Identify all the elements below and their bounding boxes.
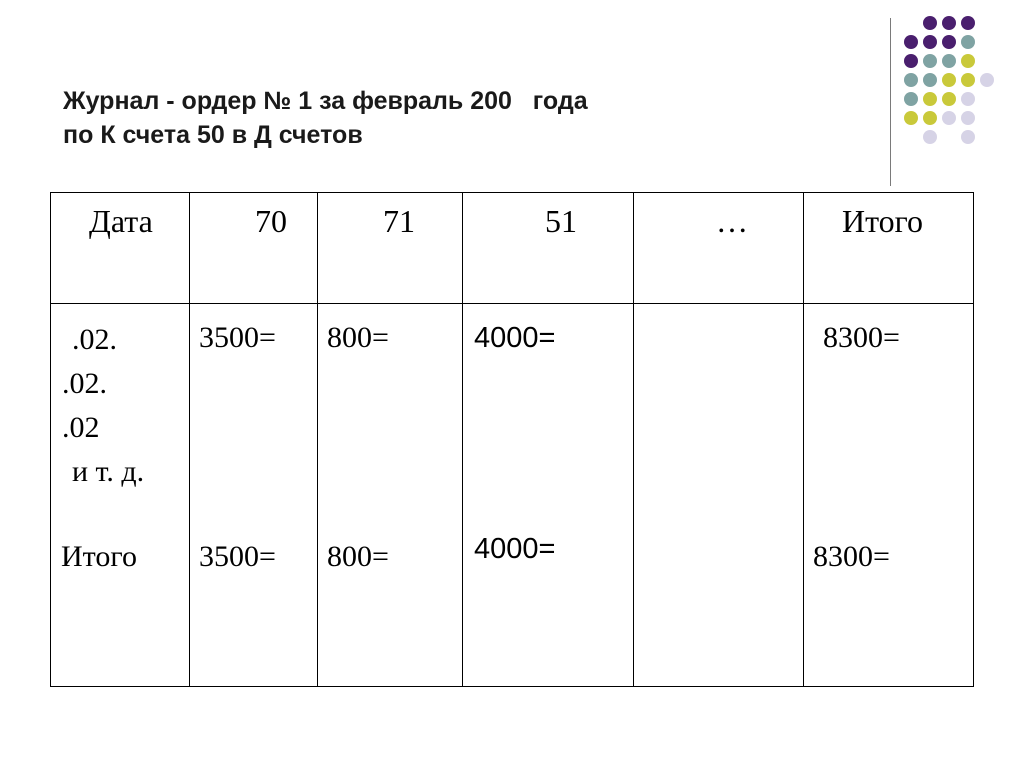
decorative-dot (980, 73, 994, 87)
date-list (62, 318, 145, 494)
decorative-dot (904, 73, 918, 87)
cell-51 (463, 304, 634, 687)
decorative-dot (923, 92, 937, 106)
decorative-dot (923, 111, 937, 125)
decorative-dot (923, 130, 937, 144)
decorative-dot (961, 111, 975, 125)
header-cell-date: Дата (51, 193, 190, 304)
title-line-1: Журнал - ордер № 1 за февраль 200 года (63, 87, 588, 115)
header-cell-total: Итого (804, 193, 974, 304)
total-label: Итого (61, 540, 137, 573)
decorative-dot (961, 73, 975, 87)
date-item: .02. (62, 367, 107, 400)
cell-more (634, 304, 804, 687)
total-70: 3500= (199, 540, 276, 573)
decorative-dot (961, 35, 975, 49)
decorative-dot (961, 92, 975, 106)
date-item: .02. (72, 323, 117, 356)
value-71: 800= (327, 321, 389, 354)
decorative-dot (942, 73, 956, 87)
header-cell-71: 71 (318, 193, 463, 304)
total-51: 4000= (474, 533, 556, 565)
decorative-dot (961, 54, 975, 68)
decorative-dot (923, 54, 937, 68)
header-cell-more: … (634, 193, 804, 304)
table-header-row (51, 193, 974, 304)
decorative-dot (942, 16, 956, 30)
cell-71 (318, 304, 463, 687)
date-item: .02 (62, 411, 100, 444)
decorative-dot (904, 54, 918, 68)
decorative-dot (961, 16, 975, 30)
value-70: 3500= (199, 321, 276, 354)
journal-order-table (50, 192, 974, 687)
total-71: 800= (327, 540, 389, 573)
cell-70 (190, 304, 318, 687)
decorative-dot (923, 35, 937, 49)
decorative-dot (942, 54, 956, 68)
decorative-dot (904, 111, 918, 125)
decorative-dot (923, 16, 937, 30)
decorative-dot (942, 92, 956, 106)
title-line-2: по К счета 50 в Д счетов (63, 121, 363, 149)
header-cell-51: 51 (463, 193, 634, 304)
decorative-dot (923, 73, 937, 87)
cell-dates (51, 304, 190, 687)
decorative-dot (942, 35, 956, 49)
decorative-dot-grid (0, 0, 1024, 200)
total-total: 8300= (813, 540, 890, 573)
table-row (51, 304, 974, 687)
value-51: 4000= (474, 322, 556, 354)
header-cell-70: 70 (190, 193, 318, 304)
decorative-dot (904, 92, 918, 106)
decorative-dot (961, 130, 975, 144)
date-item: и т. д. (72, 455, 145, 488)
decorative-dot (942, 111, 956, 125)
decorative-dot (904, 35, 918, 49)
cell-total (804, 304, 974, 687)
value-total: 8300= (823, 321, 900, 354)
